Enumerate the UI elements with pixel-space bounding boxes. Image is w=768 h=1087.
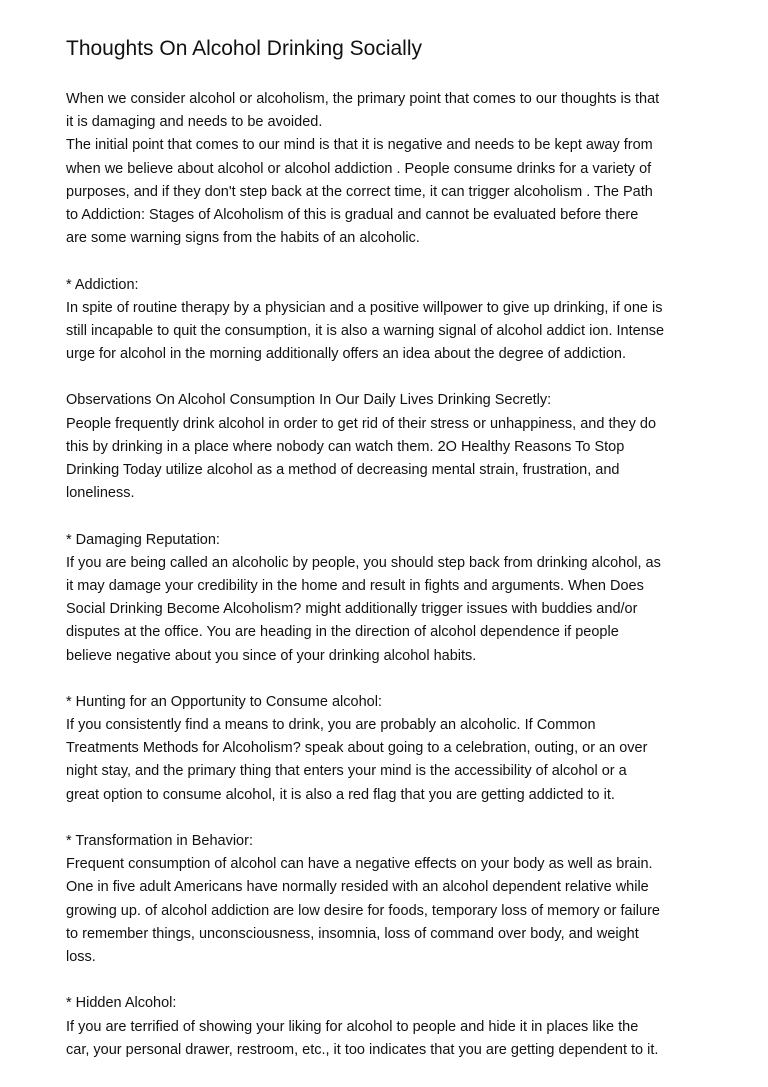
text-line: growing up. of alcohol addiction are low desire for foods, temporary loss of memory or failure [66, 902, 660, 919]
text-line: urge for alcohol in the morning additionally offers an idea about the degree of addiction. [66, 346, 626, 363]
text-line: it may damage your credibility in the home and result in fights and arguments. When Does [66, 577, 644, 594]
text-line: Treatments Methods for Alcoholism? speak about going to a celebration, outing, or an over [66, 740, 648, 757]
text-line: loss. [66, 948, 96, 965]
text-line: Social Drinking Become Alcoholism? might additionally trigger issues with buddies and/or [66, 601, 638, 618]
paragraph-gap [66, 250, 726, 273]
text-line: night stay, and the primary thing that enters your mind is the accessibility of alcohol or a [66, 763, 627, 780]
text-line: If you are terrified of showing your liking for alcohol to people and hide it in places like the [66, 1018, 639, 1035]
text-line: * Transformation in Behavior: [66, 833, 253, 849]
text-line: If you consistently find a means to drink, you are probably an alcoholic. If Common [66, 717, 596, 734]
document-page [66, 34, 726, 1062]
text-line: it is damaging and needs to be avoided. [66, 114, 323, 131]
text-line: purposes, and if they don't step back at the correct time, it can trigger alcoholism . The Path [66, 183, 653, 200]
page-title: Thoughts On Alcohol Drinking Socially [66, 37, 423, 60]
paragraph-gap [66, 366, 726, 389]
text-line: Frequent consumption of alcohol can have a negative effects on your body as well as brain. [66, 856, 653, 873]
text-line: * Hidden Alcohol: [66, 995, 177, 1012]
text-line: * Addiction: [66, 276, 139, 293]
text-line: If you are being called an alcoholic by people, you should step back from drinking alcohol, as [66, 554, 661, 571]
text-line: Drinking Today utilize alcohol as a method of decreasing mental strain, frustration, and [66, 462, 620, 478]
text-line: to Addiction: Stages of Alcoholism of this is gradual and cannot be evaluated before there [66, 206, 639, 223]
text-line: Observations On Alcohol Consumption In Our Daily Lives Drinking Secretly: [66, 392, 552, 409]
text-line: car, your personal drawer, restroom, etc., it too indicates that you are getting dependent to it. [66, 1041, 659, 1058]
text-line: The initial point that comes to our mind is that it is negative and needs to be kept away from [66, 137, 653, 154]
text-line: are some warning signs from the habits of an alcoholic. [66, 230, 420, 247]
text-line: still incapable to quit the consumption, it is also a warning signal of alcohol addict ion. Intense [66, 322, 665, 339]
paragraph-gap [66, 668, 726, 691]
text-line: disputes at the office. You are heading in the direction of alcohol dependence if people [66, 624, 619, 641]
text-line: * Hunting for an Opportunity to Consume alcohol: [66, 693, 382, 710]
text-line: this by drinking in a place where nobody can watch them. 2O Healthy Reasons To Stop [66, 438, 625, 455]
text-line: When we consider alcohol or alcoholism, the primary point that comes to our thoughts is that [66, 91, 660, 107]
text-line: when we believe about alcohol or alcohol addiction . People consume drinks for a variety of [66, 160, 652, 177]
text-line: People frequently drink alcohol in order to get rid of their stress or unhappiness, and they do [66, 415, 657, 432]
text-line: loneliness. [66, 485, 135, 502]
paragraph-gap [66, 807, 726, 830]
text-line: One in five adult Americans have normally resided with an alcohol dependent relative while [66, 879, 649, 896]
text-line: great option to consume alcohol, it is also a red flag that you are getting addicted to it. [66, 786, 615, 803]
paragraph-gap [66, 969, 726, 992]
paragraph-gap [66, 505, 726, 528]
text-line: to remember things, unconsciousness, insomnia, loss of command over body, and weight [66, 925, 639, 942]
text-line: * Damaging Reputation: [66, 531, 220, 548]
text-line: believe negative about you since of your drinking alcohol habits. [66, 647, 477, 664]
text-line: In spite of routine therapy by a physician and a positive willpower to give up drinking, if one is [66, 299, 663, 316]
document-body [66, 88, 726, 1062]
